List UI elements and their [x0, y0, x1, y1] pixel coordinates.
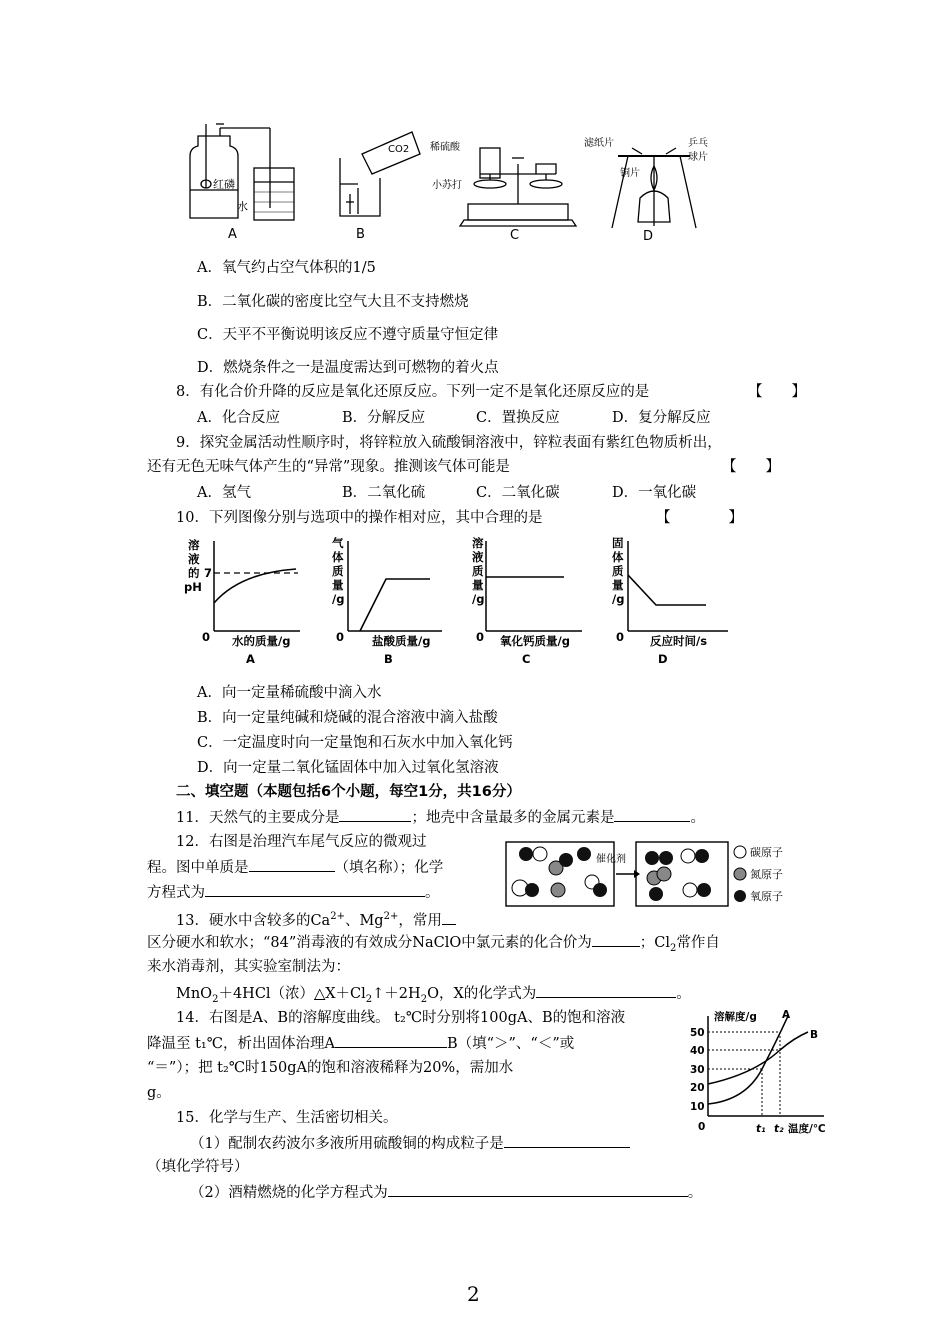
apparatus-d — [612, 148, 696, 228]
q13-blank-3[interactable] — [536, 983, 676, 998]
svg-text:的: 的 — [188, 566, 200, 580]
svg-text:A: A — [246, 652, 255, 666]
q13-line1a: 13．硬水中含较多的Ca — [176, 912, 331, 929]
q7-apparatus-figure — [180, 118, 740, 243]
svg-text:20: 20 — [690, 1082, 705, 1094]
q9-line1: 9．探究金属活动性顺序时，将锌粒放入硫酸铜溶液中，锌粒表面有紫红色物质析出， — [176, 435, 722, 451]
q13-line2 — [147, 932, 720, 959]
svg-text:t₂: t₂ — [774, 1123, 784, 1135]
svg-text:40: 40 — [690, 1045, 705, 1057]
svg-text:体: 体 — [332, 550, 344, 564]
eq-a: MnO — [176, 986, 213, 1002]
q12-blank-2[interactable] — [205, 882, 425, 897]
page-number: 2 — [467, 1282, 480, 1306]
q15-blank-2[interactable] — [388, 1182, 688, 1197]
q12-micro-figure — [504, 838, 794, 910]
q8-option-d: D．复分解反应 — [612, 410, 711, 426]
graph-d — [612, 536, 728, 666]
q10-graphs-figure — [180, 533, 740, 667]
section2-title: 二、填空题（本题包括6个小题，每空1分，共16分） — [176, 784, 521, 800]
q8-option-b: B．分解反应 — [342, 410, 426, 426]
q13-line3: 来水消毒剂，其实验室制法为： — [147, 959, 350, 975]
q14-line2b: B（填“＞”、“＜”或 — [446, 1036, 575, 1052]
c-acid-label: 稀硫酸 — [430, 142, 460, 153]
q14-solubility-graph — [684, 1008, 840, 1136]
q9-line2: 还有无色无味气体产生的“异常”现象。推测该气体可能是 — [147, 459, 510, 475]
q13-ca-sup: 2+ — [330, 911, 345, 922]
q13-line2c: 常作自 — [676, 935, 720, 951]
q15-part1 — [190, 1133, 630, 1154]
svg-text:B: B — [384, 652, 393, 666]
d-letter: D — [643, 229, 654, 243]
svg-text:10: 10 — [690, 1101, 705, 1113]
q14-line3: “＝”）；把 t₂℃时150gA的饱和溶液稀释为20%，需加水 — [147, 1060, 514, 1076]
b-letter: B — [356, 227, 365, 242]
q13-line2a: 区分硬水和软水；“84”消毒液的有效成分NaClO中氯元素的化合价为 — [147, 935, 592, 951]
svg-text:C: C — [522, 652, 531, 666]
c-soda-label: 小苏打 — [432, 180, 462, 191]
q12-line1: 12．右图是治理汽车尾气反应的微观过 — [176, 834, 427, 850]
svg-text:7: 7 — [204, 566, 213, 580]
q13-line1c: ，常用 — [398, 912, 442, 929]
svg-text:t₁: t₁ — [756, 1123, 766, 1135]
b-co2-label: CO2 — [388, 144, 410, 155]
svg-text:0: 0 — [336, 630, 345, 644]
q14-line2a: 降温至 t₁℃，析出固体治理A — [147, 1036, 335, 1052]
q14-line4: g。 — [147, 1085, 171, 1101]
svg-text:水的质量/g: 水的质量/g — [232, 634, 291, 648]
a-letter: A — [228, 227, 237, 242]
q13-mg-sup: 2+ — [383, 911, 399, 922]
svg-text:氧化钙质量/g: 氧化钙质量/g — [500, 634, 570, 648]
q10-option-a: A．向一定量稀硫酸中滴入水 — [197, 685, 382, 701]
q12-blank-1[interactable] — [249, 857, 335, 872]
q10-bracket: 【 】 — [656, 510, 743, 526]
svg-text:质: 质 — [612, 564, 624, 578]
svg-text:液: 液 — [188, 552, 200, 566]
svg-text:质: 质 — [332, 564, 344, 578]
q15-p1a: （1）配制农药波尔多液所用硫酸铜的构成粒子是 — [190, 1136, 504, 1152]
legend-carbon: 碳原子 — [750, 846, 783, 859]
q8-stem: 8．有化合价升降的反应是氧化还原反应。下列一定不是氧化还原反应的是 — [176, 384, 650, 400]
svg-text:固: 固 — [612, 536, 624, 550]
q8-bracket: 【 】 — [748, 384, 806, 400]
q11-part1: 11．天然气的主要成分是 — [176, 810, 340, 826]
q9-option-a: A．氢气 — [197, 485, 251, 501]
q15-stem: 15．化学与生产、生活密切相关。 — [176, 1110, 398, 1126]
svg-text:0: 0 — [698, 1121, 706, 1133]
graph-c — [472, 536, 582, 666]
q11 — [176, 807, 705, 828]
graph-b — [332, 536, 442, 666]
svg-text:反应时间/s: 反应时间/s — [650, 634, 708, 648]
q12-line3b: 。 — [425, 885, 440, 901]
q15-p2a: （2）酒精燃烧的化学方程式为 — [190, 1185, 388, 1201]
d-copper-label: 铜片 — [620, 168, 640, 179]
q15-blank-1[interactable] — [504, 1133, 630, 1148]
svg-text:质: 质 — [472, 564, 484, 578]
d-pingpong-label-2: 球片 — [688, 152, 708, 163]
q12-line2 — [147, 857, 443, 878]
q10-option-d: D．向一定量二氧化锰固体中加入过氧化氢溶液 — [197, 760, 499, 776]
eq-end: 。 — [676, 986, 691, 1002]
q9-bracket: 【 】 — [722, 459, 780, 475]
q11-part3: 。 — [690, 810, 705, 826]
q15-part2 — [190, 1182, 702, 1203]
q10-stem: 10．下列图像分别与选项中的操作相对应，其中合理的是 — [176, 510, 543, 526]
q7-option-a: A．氧气约占空气体积的1/5 — [197, 260, 376, 276]
q12-line2b: （填名称）；化学 — [334, 860, 444, 876]
svg-text:溶: 溶 — [472, 536, 484, 550]
q13-equation — [176, 983, 691, 1010]
q14-blank-1[interactable] — [335, 1033, 447, 1048]
svg-text:体: 体 — [612, 550, 624, 564]
sol-ylabel: 溶解度/g — [714, 1011, 757, 1023]
d-pingpong-label: 乒乓 — [688, 138, 708, 149]
q9-option-c: C．二氧化碳 — [476, 485, 560, 501]
catalyst-label: 催化剂 — [596, 854, 626, 865]
eq-sub2: 2 — [365, 993, 373, 1005]
q9-option-d: D．一氧化碳 — [612, 485, 697, 501]
eq-sub3: 2 — [420, 993, 428, 1005]
q8-option-c: C．置换反应 — [476, 410, 560, 426]
svg-text:pH: pH — [184, 580, 202, 594]
q12-line2a: 程。图中单质是 — [147, 860, 249, 876]
eq-e: O，X的化学式为 — [427, 986, 537, 1002]
q10-option-c: C．一定温度时向一定量饱和石灰水中加入氧化钙 — [197, 735, 513, 751]
q14-line1: 14．右图是A、B的溶解度曲线。 t₂℃时分别将100gA、B的饱和溶液 — [176, 1010, 626, 1026]
q13-cl-sub: 2 — [669, 942, 677, 954]
svg-text:50: 50 — [690, 1027, 705, 1039]
q15-part1-note: （填化学符号） — [147, 1159, 249, 1175]
svg-text:量: 量 — [472, 578, 484, 592]
svg-text:0: 0 — [476, 630, 485, 644]
c-letter: C — [510, 228, 520, 243]
q11-part2: ；地壳中含量最多的金属元素是 — [411, 810, 615, 826]
q13-blank-1[interactable] — [442, 910, 456, 925]
svg-text:溶: 溶 — [188, 538, 200, 552]
q15-p2b: 。 — [687, 1185, 703, 1201]
svg-text:/g: /g — [472, 592, 485, 606]
q12-line3a: 方程式为 — [147, 885, 205, 901]
svg-text:B: B — [810, 1029, 819, 1041]
eq-delta: △ — [314, 986, 326, 1002]
eq-b: ＋4HCl（浓） — [218, 986, 315, 1002]
q7-option-b: B．二氧化碳的密度比空气大且不支持燃烧 — [197, 294, 469, 310]
q11-blank-1[interactable] — [339, 807, 411, 822]
q13-line1b: 、Mg — [344, 912, 384, 929]
q8-option-a: A．化合反应 — [197, 410, 280, 426]
q9-option-b: B．二氧化硫 — [342, 485, 426, 501]
a-water-label: 水 — [237, 200, 248, 213]
eq-d: ↑＋2H — [372, 986, 421, 1002]
q13-line1 — [176, 907, 456, 931]
q14-line2 — [147, 1033, 574, 1054]
q13-blank-2[interactable] — [592, 932, 640, 947]
eq-c: X＋Cl — [325, 986, 366, 1002]
q11-blank-2[interactable] — [614, 807, 690, 822]
svg-text:0: 0 — [202, 630, 211, 644]
d-filter-label: 滤纸片 — [584, 138, 614, 149]
q12-line3 — [147, 882, 440, 903]
legend-oxygen: 氧原子 — [750, 890, 783, 903]
svg-text:/g: /g — [332, 592, 345, 606]
svg-text:盐酸质量/g: 盐酸质量/g — [372, 634, 431, 648]
svg-text:30: 30 — [690, 1064, 705, 1076]
q13-line2b: ；Cl — [639, 935, 670, 951]
svg-text:气: 气 — [332, 536, 344, 550]
svg-text:A: A — [782, 1009, 791, 1021]
eq-sub1: 2 — [212, 993, 219, 1005]
svg-text:温度/℃: 温度/℃ — [788, 1123, 826, 1135]
q7-option-c: C．天平不平衡说明该反应不遵守质量守恒定律 — [197, 327, 499, 343]
q7-option-d: D．燃烧条件之一是温度需达到可燃物的着火点 — [197, 360, 499, 376]
svg-text:量: 量 — [332, 578, 344, 592]
graph-a — [184, 538, 300, 666]
svg-text:/g: /g — [612, 592, 625, 606]
svg-text:量: 量 — [612, 578, 624, 592]
legend-nitrogen: 氮原子 — [750, 868, 783, 881]
svg-text:D: D — [658, 652, 668, 666]
q10-option-b: B．向一定量纯碱和烧碱的混合溶液中滴入盐酸 — [197, 710, 498, 726]
a-phosphorus-label: 红磷 — [213, 178, 235, 191]
svg-text:液: 液 — [472, 550, 484, 564]
svg-text:0: 0 — [616, 630, 625, 644]
apparatus-c — [460, 148, 576, 226]
